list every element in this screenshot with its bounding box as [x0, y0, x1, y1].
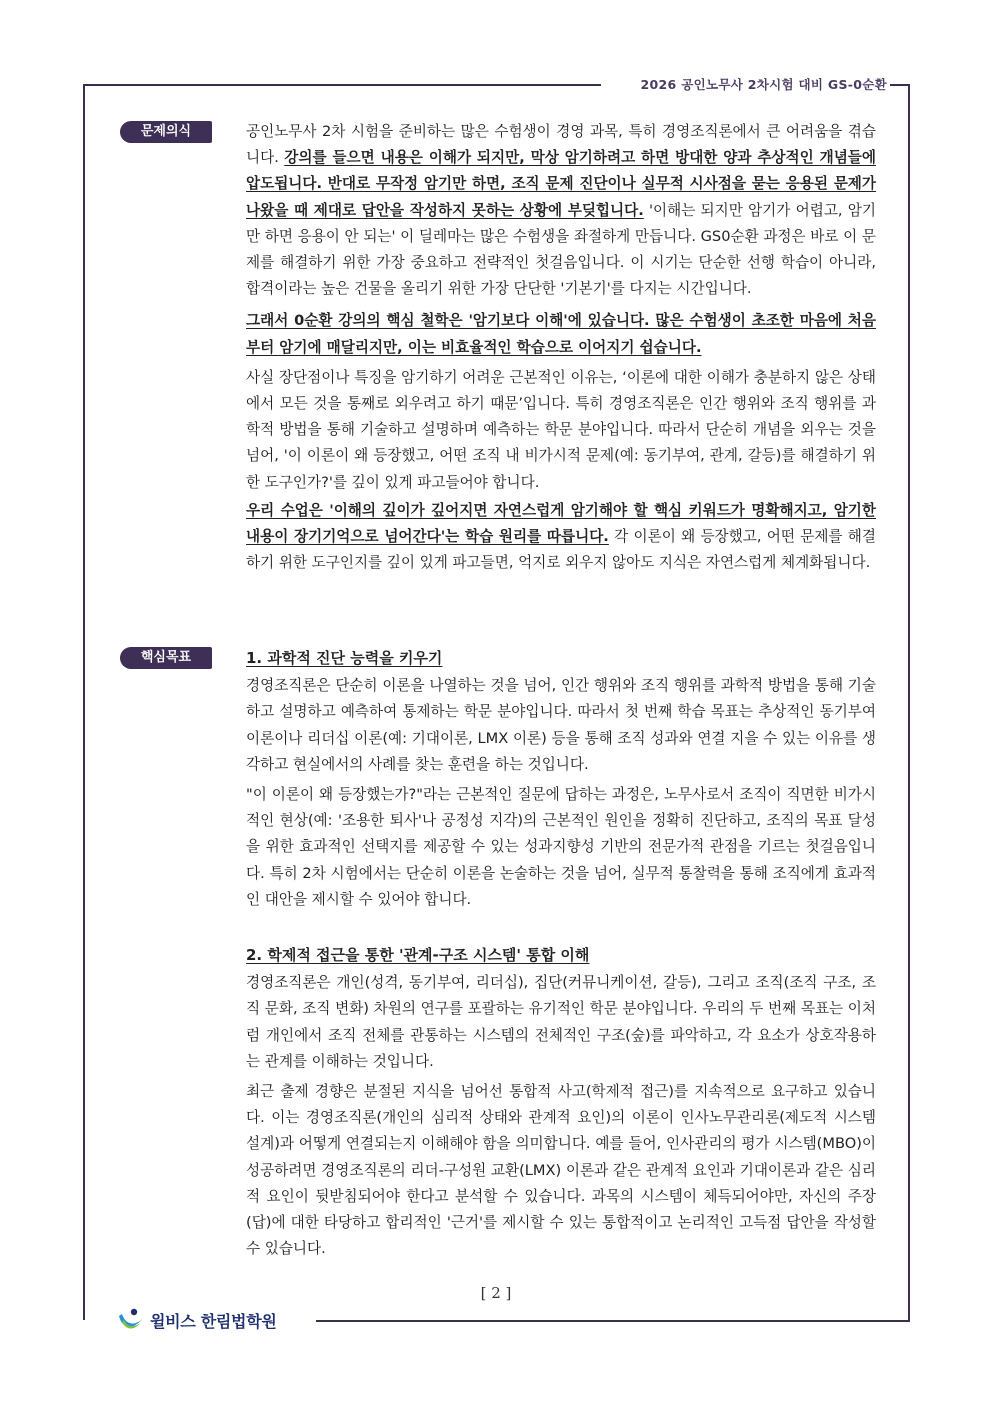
goal-2-title: 2. 학제적 접근을 통한 '관계-구조 시스템' 통합 이해 [246, 946, 590, 964]
awareness-paragraph-3: 사실 장단점이나 특징을 암기하기 어려운 근본적인 이유는, ‘이론에 대한 이해가 충분하지 않은 상태에서 모든 것을 통째로 외우려고 하기 때문’입니다. 특히 경영조직론은 인간 행위와 조직 행위를 과학적 방법을 통해 기술하고 설명하며 예측하는 학문 분야입니다. 따라서 단순히 개념을 외우는 것을 넘어, '이 이론이 왜 등장했고, 어떤 조직 내 비가시적 문제(예: 동기부여, 관계, 갈등)를 해결하기 위한 도구인가?'를 깊이 있게 파고들어야 합니다. [246, 368, 876, 491]
awareness-paragraph-2 [246, 308, 876, 360]
header-title: 2026 공인노무사 2차시험 대비 GS-0순환 [640, 77, 887, 92]
goals-section-1 [246, 645, 876, 913]
awareness-section [246, 119, 876, 576]
goal-1-paragraph-2: "이 이론이 왜 등장했는가?"라는 근본적인 질문에 답하는 과정은, 노무사로서 조직이 직면한 비가시적인 현상(예: '조용한 퇴사'나 공정성 지각)의 근본적인 원인을 정확히 진단하고, 조직의 목표 달성을 위한 효과적인 선택지를 제공할 수 있는 성과지향성 기반의 전문가적 관점을 기르는 첫걸음입니다. 특히 2차 시험에서는 단순히 이론을 논술하는 것을 넘어, 실무적 통찰력을 통해 조직에게 효과적인 대안을 제시할 수 있어야 합니다. [246, 786, 876, 908]
awareness-p4-rest: 각 이론이 왜 등장했고, 어떤 문제를 해결하기 위한 도구인지를 깊이 있게 파고들면, 억지로 외우지 않아도 지식은 자연스럽게 체계화됩니다. [246, 528, 876, 572]
footer-logo-text: 윌비스 한림법학원 [150, 1311, 277, 1331]
willbes-swoosh-icon [116, 1306, 146, 1334]
frame-left-line [83, 84, 85, 1320]
awareness-p4-emphasis: 우리 수업은 '이해의 깊이가 깊어지면 자연스럽게 암기해야 할 핵심 키워드가 명확해지고, 암기한 내용이 장기기억으로 넘어간다'는 학습 원리를 따릅니다. [246, 501, 876, 546]
frame-bottom-line [316, 1320, 910, 1322]
section-tag-awareness: 문제의식 [120, 121, 212, 143]
awareness-p1-rest: '이해는 되지만 암기가 어렵고, 암기만 하면 응용이 안 되는' 이 딜레마는 많은 수험생을 좌절하게 만듭니다. GS0순환 과정은 바로 이 문제를 해결하기 위한 가장 중요하고 전략적인 첫걸음입니다. 이 시기는 단순한 선행 학습이 아니라, 합격이라는 높은 건물을 올리기 위한 가장 단단한 '기본기'를 다지는 시간입니다. [246, 201, 876, 298]
awareness-paragraph-1 [246, 119, 876, 302]
footer-logo [116, 1304, 277, 1336]
frame-top-right-line [890, 84, 910, 86]
section-tag-goals: 핵심목표 [120, 647, 212, 669]
frame-top-line [83, 84, 601, 86]
awareness-p1-emphasis: 강의를 들으면 내용은 이해가 되지만, 막상 암기하려고 하면 방대한 양과 추상적인 개념들에 압도됩니다. 반대로 무작정 암기만 하면, 조직 문제 진단이나 실무적 시사점을 묻는 응용된 문제가 나왔을 때 제대로 답안을 작성하지 못하는 상황에 부딪힙니다. [246, 149, 876, 219]
goal-1-title: 1. 과학적 진단 능력을 키우기 [246, 649, 443, 667]
awareness-paragraph-4 [246, 498, 876, 577]
frame-right-line [908, 84, 910, 1320]
goals-section-2 [246, 942, 876, 1262]
awareness-p1-intro: 공인노무사 2차 시험을 준비하는 많은 수험생이 경영 과목, 특히 경영조직론에서 큰 어려움을 겪습니다. [246, 123, 876, 167]
page-number: [ 2 ] [480, 1284, 512, 1302]
goal-1-paragraph-1: 경영조직론은 단순히 이론을 나열하는 것을 넘어, 인간 행위와 조직 행위를 과학적 방법을 통해 기술하고 설명하고 예측하여 통제하는 학문 분야입니다. 따라서 첫 번째 학습 목표는 추상적인 동기부여 이론이나 리더십 이론(예: 기대이론, LMX 이론) 등을 통해 조직 성과와 연결 지을 수 있는 이유를 생각하고 현실에서의 사례를 찾는 훈련을 하는 것입니다. [246, 677, 876, 773]
goal-2-paragraph-2: 최근 출제 경향은 분절된 지식을 넘어선 통합적 사고(학제적 접근)를 지속적으로 요구하고 있습니다. 이는 경영조직론(개인의 심리적 상태와 관계적 요인)의 이론이 인사노무관리론(제도적 시스템 설계)과 어떻게 연결되는지 이해해야 함을 의미합니다. 예를 들어, 인사관리의 평가 시스템(MBO)이 성공하려면 경영조직론의 리더-구성원 교환(LMX) 이론과 같은 관계적 요인과 기대이론과 같은 심리적 요인이 뒷받침되어야 한다고 분석할 수 있습니다. 과목의 시스템이 체득되어야만, 자신의 주장(답)에 대한 타당하고 합리적인 '근거'를 제시할 수 있는 통합적이고 논리적인 고득점 답안을 작성할 수 있습니다. [246, 1083, 876, 1258]
awareness-p2-emphasis: 그래서 0순환 강의의 핵심 철학은 '암기보다 이해'에 있습니다. 많은 수험생이 초조한 마음에 처음부터 암기에 매달리지만, 이는 비효율적인 학습으로 이어지기 쉽습니다. [246, 312, 876, 356]
goal-2-paragraph-1: 경영조직론은 개인(성격, 동기부여, 리더십), 집단(커뮤니케이션, 갈등), 그리고 조직(조직 구조, 조직 문화, 조직 변화) 차원의 연구를 포괄하는 유기적인 학문 분야입니다. 우리의 두 번째 목표는 이처럼 개인에서 조직 전체를 관통하는 시스템의 전체적인 구조(숲)를 파악하고, 각 요소가 상호작용하는 관계를 이해하는 것입니다. [246, 974, 876, 1070]
